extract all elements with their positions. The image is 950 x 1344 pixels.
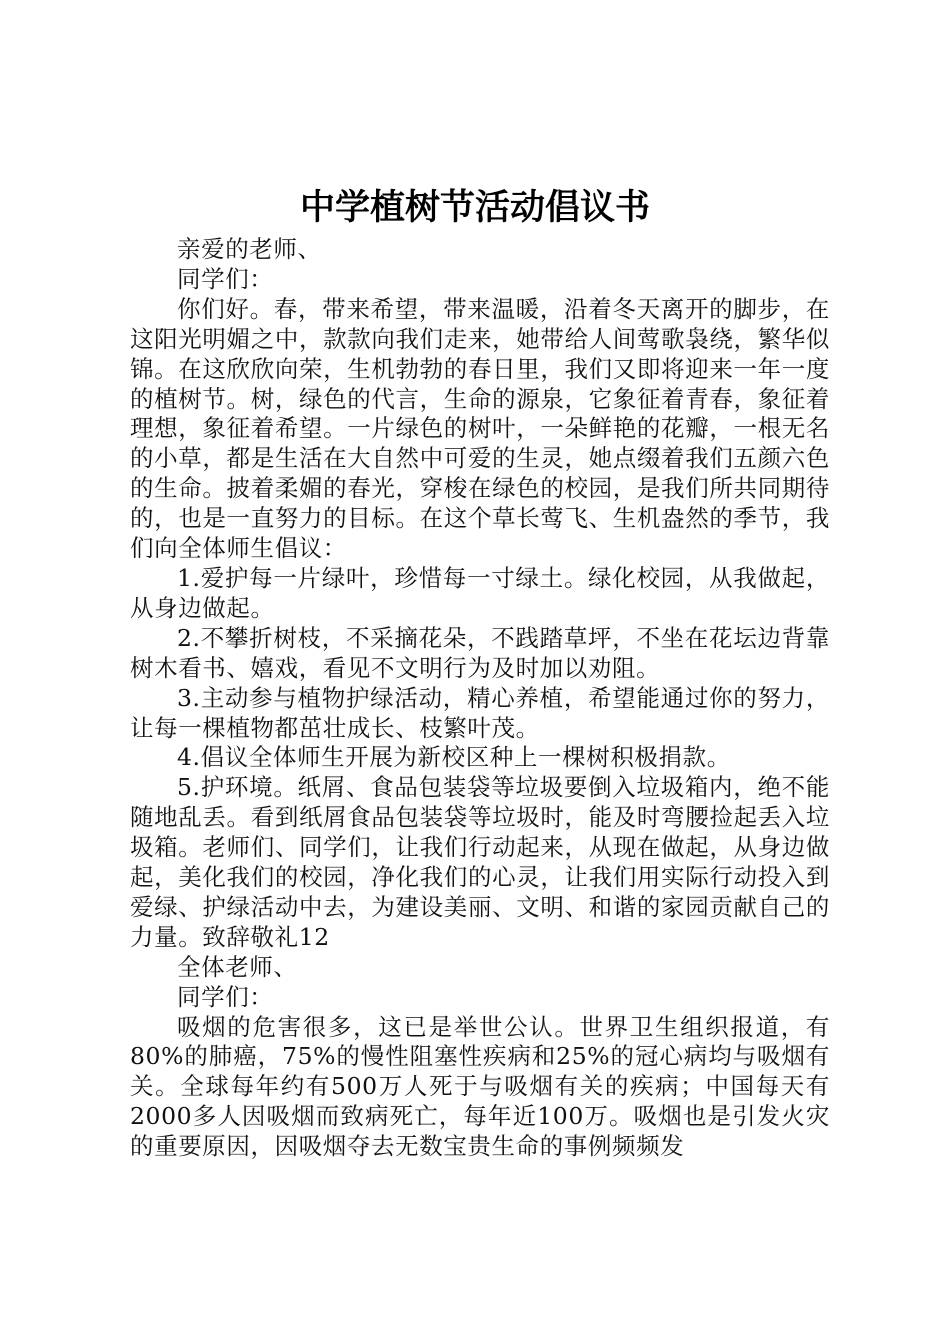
proposal-item: 2.不攀折树枝，不采摘花朵，不践踏草坪，不坐在花坛边背靠树木看书、嬉戏，看见不文明行为及时加以劝阻。 xyxy=(130,623,830,682)
body-paragraph: 你们好。春，带来希望，带来温暖，沿着冬天离开的脚步，在这阳光明媚之中，款款向我们走来，她带给人间莺歌袅绕，繁华似锦。在这欣欣向荣，生机勃勃的春日里，我们又即将迎来一年一度的植树节。树，绿色的代言，生命的源泉，它象征着青春，象征着理想，象征着希望。一片绿色的树叶，一朵鲜艳的花瓣，一根无名的小草，都是生活在大自然中可爱的生灵，她点缀着我们五颜六色的生命。披着柔媚的春光，穿梭在绿色的校园，是我们所共同期待的，也是一直努力的目标。在这个草长莺飞、生机盎然的季节，我们向全体师生倡议： xyxy=(130,294,830,563)
proposal-item: 5.护环境。纸屑、食品包装袋等垃圾要倒入垃圾箱内，绝不能随地乱丢。看到纸屑食品包装袋等垃圾时，能及时弯腰捡起丢入垃圾箱。老师们、同学们，让我们行动起来，从现在做起，从身边做起，美化我们的校园，净化我们的心灵，让我们用实际行动投入到爱绿、护绿活动中去，为建设美丽、文明、和谐的家园贡献自己的力量。致辞敬礼12 xyxy=(130,773,830,951)
salutation-line: 同学们： xyxy=(177,264,274,293)
body-paragraph: 吸烟的危害很多，这已是举世公认。世界卫生组织报道，有80%的肺癌，75%的慢性阻塞性疾病和25%的冠心病均与吸烟有关。全球每年约有500万人死于与吸烟有关的疾病；中国每天有2000多人因吸烟而致病死亡，每年近100万。吸烟也是引发火灾的重要原因，因吸烟夺去无数宝贵生命的事例频频发 xyxy=(130,1012,830,1161)
document-title: 中学植树节活动倡议书 xyxy=(299,187,650,228)
document-body xyxy=(130,235,830,1162)
salutation-line: 同学们： xyxy=(177,982,274,1011)
proposal-item: 1.爱护每一片绿叶，珍惜每一寸绿土。绿化校园，从我做起，从身边做起。 xyxy=(130,563,830,622)
salutation-line: 亲爱的老师、 xyxy=(177,235,322,263)
proposal-item: 4.倡议全体师生开展为新校区种上一棵树积极捐款。 xyxy=(177,743,731,772)
proposal-item: 3.主动参与植物护绿活动，精心养植，希望能通过你的努力，让每一棵植物都茁壮成长、枝繁叶茂。 xyxy=(130,683,830,742)
salutation-line: 全体老师、 xyxy=(177,952,298,981)
